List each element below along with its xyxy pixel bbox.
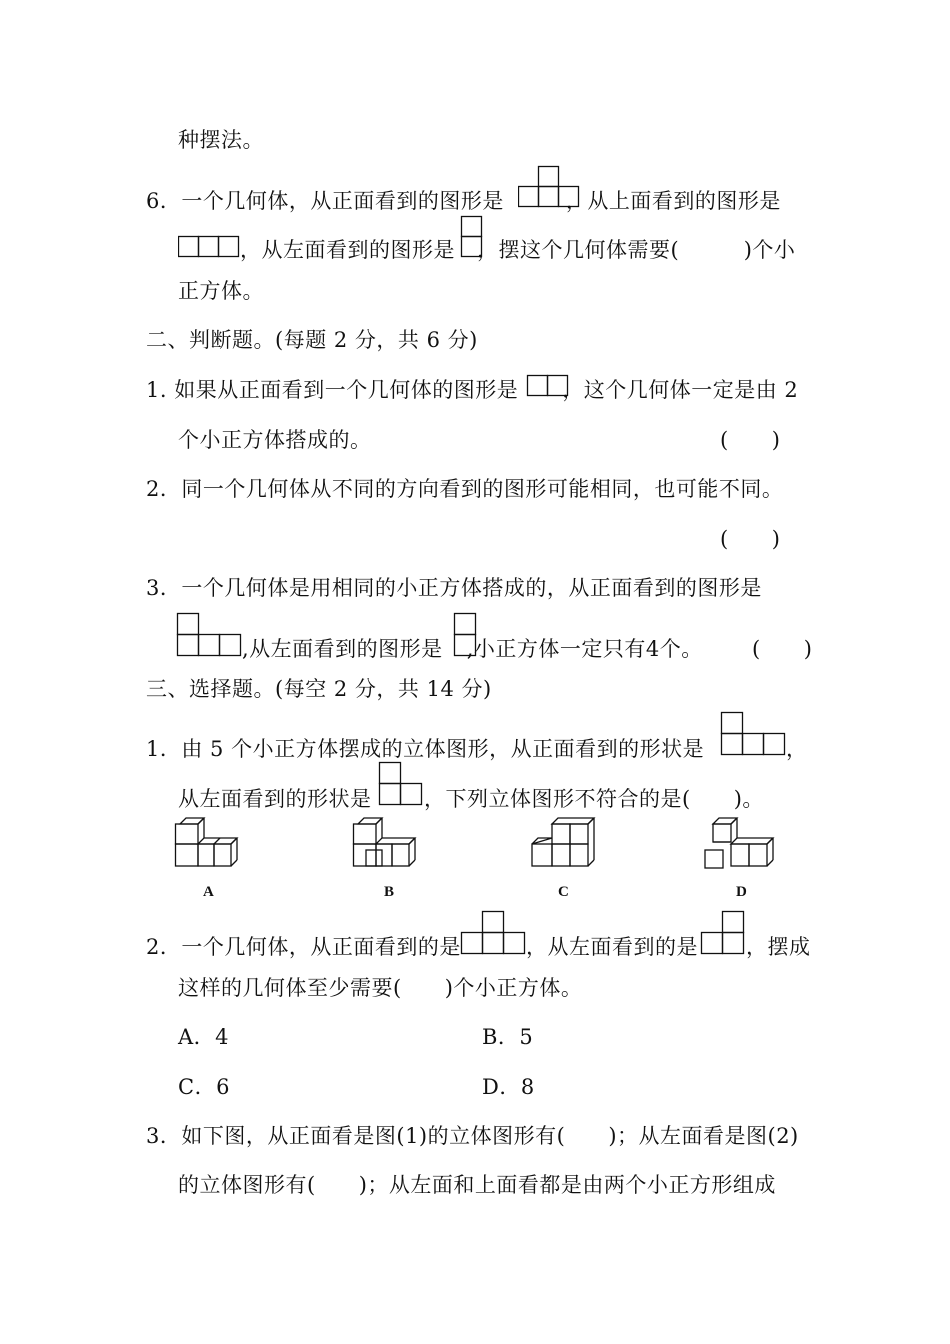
c2-front-view-shape	[460, 910, 526, 956]
c2-line1	[146, 932, 461, 962]
c1-option-c-label: C	[558, 884, 569, 900]
j1-text-a: 如果从正面看到一个几何体的图形是	[174, 378, 519, 402]
q6-line3: 正方体。	[178, 279, 264, 303]
c1-option-a-figure[interactable]	[174, 816, 242, 878]
c2-number: 2．	[146, 935, 182, 959]
c2-text-b: ，从左面看到的是	[526, 935, 698, 959]
section-3-heading: 三、选择题。(每空 2 分，共 14 分)	[146, 677, 492, 701]
section-2-heading: 二、判断题。(每题 2 分，共 6 分)	[146, 328, 478, 352]
j3-text-c: ,小正方体一定只有4个。	[466, 637, 703, 661]
c1-number: 1．	[146, 737, 182, 761]
c2-text-c: ，摆成	[746, 935, 811, 959]
j1-text-b: ，这个几何体一定是由 2	[562, 378, 799, 402]
j1-line2: 个小正方体搭成的。	[178, 428, 372, 452]
q6-text-a: 一个几何体，从正面看到的图形是	[181, 189, 504, 213]
q6-line2	[240, 235, 795, 265]
c1-option-a-label: A	[203, 884, 214, 900]
c2-option-b[interactable]: B．5	[482, 1025, 534, 1049]
q6-top-view-shape	[178, 235, 240, 259]
c3-line2: 的立体图形有( )；从左面和上面看都是由两个小正方形组成	[178, 1173, 776, 1197]
q6-text-c: ，从左面看到的图形是	[240, 238, 455, 262]
c1-option-d-label: D	[736, 884, 747, 900]
j3-left-view-shape	[453, 612, 477, 658]
c1-line2: 从左面看到的形状是	[178, 787, 372, 811]
c2-text-a: 一个几何体，从正面看到的是	[181, 935, 461, 959]
c2-line2: 这样的几何体至少需要( )个小正方体。	[178, 976, 583, 1000]
c2-option-a[interactable]: A．4	[178, 1025, 230, 1049]
j3-text-a: 一个几何体是用相同的小正方体搭成的，从正面看到的图形是	[181, 576, 762, 600]
c3-text-a: 如下图，从正面看是图(1)的立体图形有( )；从左面看是图(2)	[181, 1124, 799, 1148]
q6-text-d: ，摆这个几何体需要( )个小	[477, 238, 796, 262]
j3-front-view-shape	[176, 612, 242, 658]
j3-line1	[146, 573, 762, 603]
c1-option-d-figure[interactable]	[703, 816, 777, 878]
c3-line1	[146, 1121, 799, 1151]
c2-option-c[interactable]: C．6	[178, 1075, 230, 1099]
j2-line1	[146, 474, 783, 504]
q6-front-view-shape	[518, 165, 580, 209]
c1-option-b-label: B	[384, 884, 395, 900]
c3-number: 3．	[146, 1124, 182, 1148]
j2-text-a: 同一个几何体从不同的方向看到的图形可能相同，也可能不同。	[181, 477, 784, 501]
c1-line1	[146, 734, 704, 764]
j3-answer-paren[interactable]: ( )	[752, 637, 813, 661]
c1-left-view-shape	[378, 761, 424, 807]
j1-answer-paren[interactable]: ( )	[720, 428, 781, 452]
q5-tail: 种摆法。	[178, 128, 264, 152]
c1-option-b-figure[interactable]	[352, 816, 420, 878]
c1-option-c-figure[interactable]	[530, 816, 598, 878]
c2-option-d[interactable]: D．8	[482, 1075, 535, 1099]
j1-view-shape	[526, 374, 570, 398]
j2-answer-paren[interactable]: ( )	[720, 527, 781, 551]
c1-text-b: ，	[786, 737, 808, 761]
c1-front-view-shape	[720, 711, 786, 757]
q6-line1	[146, 186, 781, 216]
j1-number: 1.	[146, 378, 175, 402]
j3-number: 3．	[146, 576, 182, 600]
j1-line1	[146, 375, 798, 405]
c1-text-a: 由 5 个小正方体摆成的立体图形，从正面看到的形状是	[181, 737, 705, 761]
c1-text-d: ，下列立体图形不符合的是( )。	[424, 787, 764, 811]
q6-left-view-shape	[460, 215, 484, 259]
q6-text-b: ，从上面看到的图形是	[565, 189, 781, 213]
j3-text-b: ,从左面看到的图形是	[242, 637, 443, 661]
j2-number: 2．	[146, 477, 182, 501]
c2-left-view-shape	[700, 910, 746, 956]
q6-number: 6．	[146, 189, 182, 213]
